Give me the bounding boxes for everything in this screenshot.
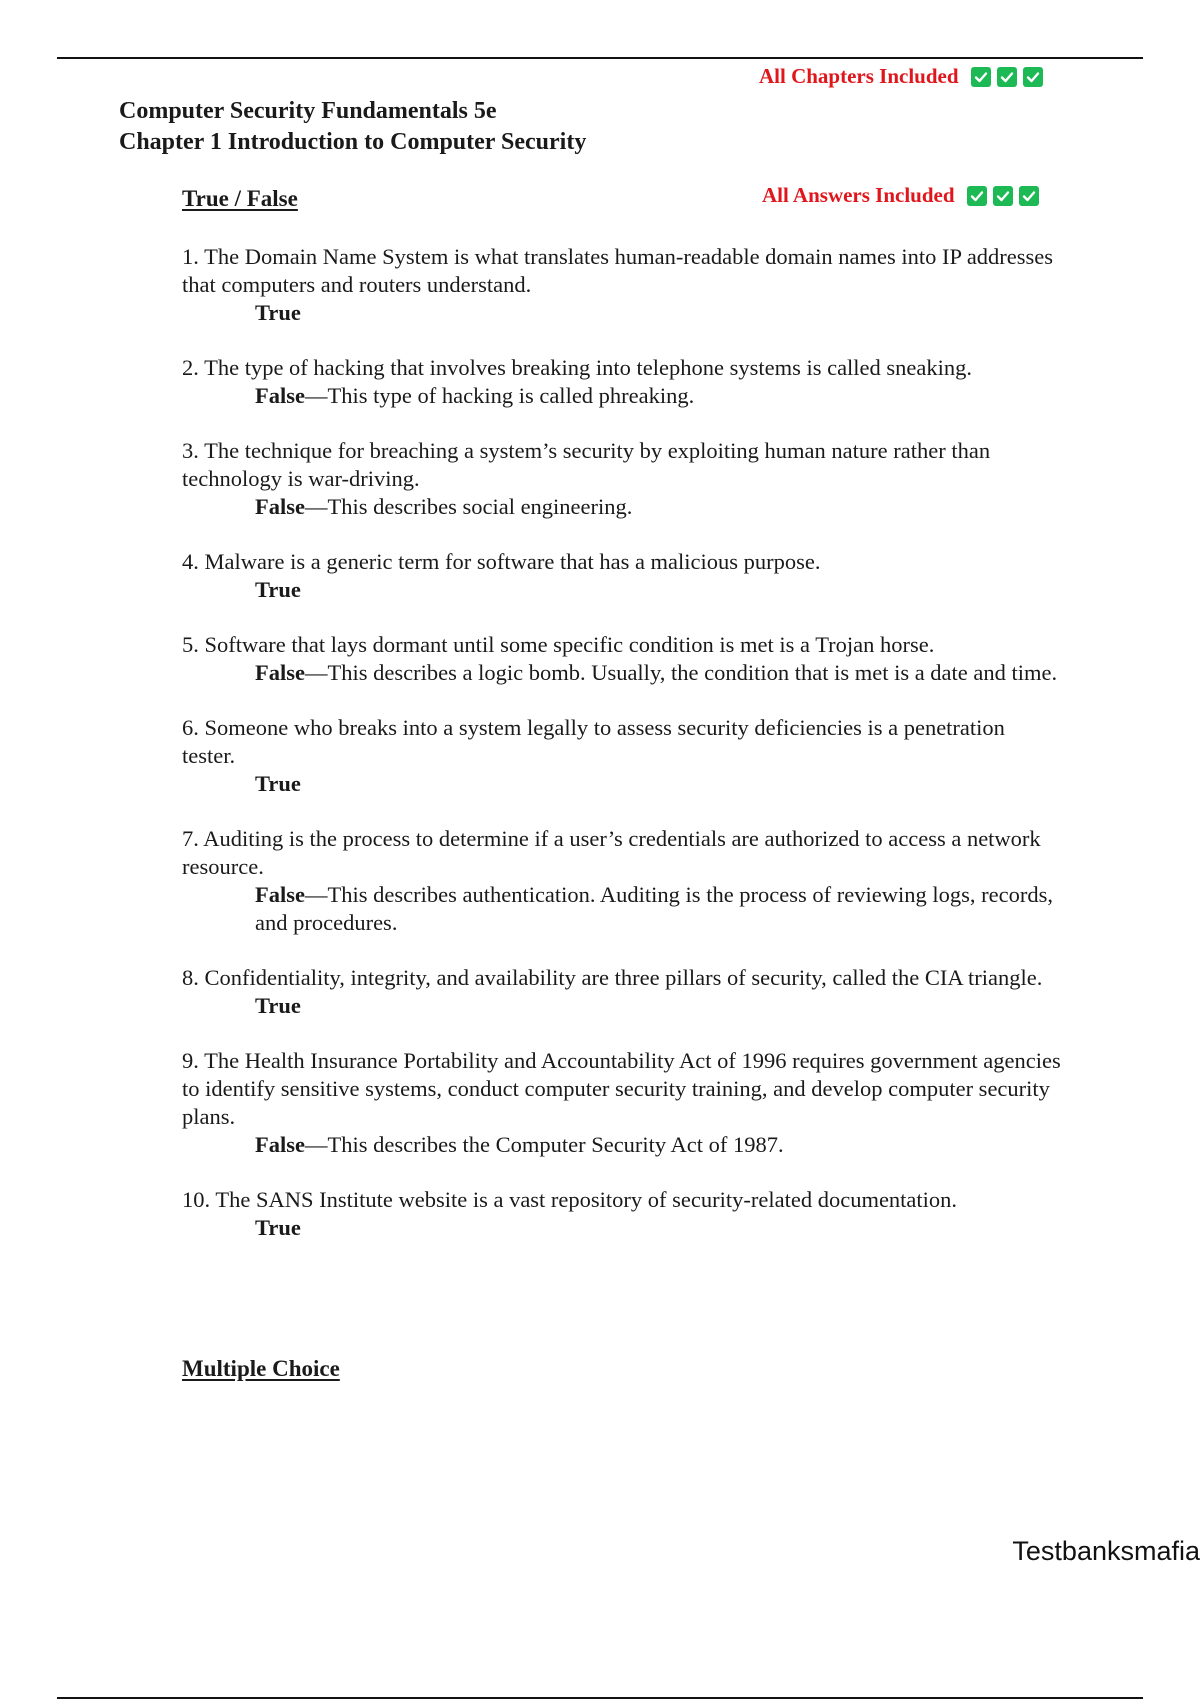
question-text: 9. The Health Insurance Portability and Accountability Act of 1996 requires government agencies to identify sensitive systems, conduct computer security training, and develop computer security plans. [182,1048,1061,1129]
checkmark-icon [971,67,991,87]
question-item [182,1186,1062,1242]
answer-explanation: —This describes authentication. Auditing is the process of reviewing logs, records, and procedures. [255,882,1053,935]
question-item [182,631,1062,687]
true-false-heading: True / False [182,186,298,211]
answer-explanation: —This type of hacking is called phreaking. [305,383,695,408]
answer-verdict: True [255,300,301,325]
all-answers-text: All Answers Included [762,183,955,207]
question-item [182,548,1062,604]
document-title [119,96,586,158]
all-answers-banner [762,183,1039,208]
question-text: 10. The SANS Institute website is a vast repository of security-related documentation. [182,1187,958,1212]
checkmark-icon [967,186,987,206]
answer-explanation: —This describes social engineering. [305,494,633,519]
answer-line [182,659,1062,687]
question-item [182,1047,1062,1159]
answer-line [182,1214,1062,1242]
answer-explanation: —This describes the Computer Security Act of 1987. [305,1132,784,1157]
checkmark-icon [1019,186,1039,206]
answer-verdict: True [255,771,301,796]
question-text: 1. The Domain Name System is what translates human-readable domain names into IP addresses that computers and routers understand. [182,244,1054,297]
answer-line [182,493,1062,521]
answer-explanation: —This describes a logic bomb. Usually, the condition that is met is a date and time. [305,660,1058,685]
all-chapters-text: All Chapters Included [759,64,959,88]
multiple-choice-heading: Multiple Choice [182,1356,340,1381]
question-item [182,437,1062,521]
answer-line [182,992,1062,1020]
question-item [182,243,1062,327]
watermark-text: Testbanksmafia [1012,1536,1200,1566]
question-text: 7. Auditing is the process to determine if a user’s credentials are authorized to access a network resource. [182,826,1041,879]
answer-verdict: False [255,1132,305,1157]
answer-verdict: True [255,993,301,1018]
answer-verdict: False [255,882,305,907]
bottom-rule [57,1697,1143,1699]
all-chapters-banner [759,64,1043,89]
answer-line [182,299,1062,327]
question-item [182,714,1062,798]
question-list [182,243,1062,1269]
question-text: 6. Someone who breaks into a system legally to assess security deficiencies is a penetration tester. [182,715,1005,768]
question-item [182,354,1062,410]
answer-line [182,382,1062,410]
question-text: 2. The type of hacking that involves breaking into telephone systems is called sneaking. [182,355,973,380]
answer-verdict: False [255,494,305,519]
answer-line [182,1131,1062,1159]
answer-verdict: False [255,660,305,685]
checkmark-icon [997,67,1017,87]
question-text: 5. Software that lays dormant until some specific condition is met is a Trojan horse. [182,632,935,657]
question-text: 8. Confidentiality, integrity, and availability are three pillars of security, called the CIA triangle. [182,965,1043,990]
answer-line [182,881,1062,937]
question-text: 4. Malware is a generic term for software that has a malicious purpose. [182,549,821,574]
answer-verdict: True [255,1215,301,1240]
question-item [182,964,1062,1020]
checkmark-icon [993,186,1013,206]
answer-verdict: False [255,383,305,408]
question-item [182,825,1062,937]
top-rule [57,57,1143,59]
answer-line [182,576,1062,604]
book-title: Computer Security Fundamentals 5e [119,98,497,124]
chapter-title: Chapter 1 Introduction to Computer Security [119,129,587,155]
question-text: 3. The technique for breaching a system’s security by exploiting human nature rather than technology is war-driving. [182,438,991,491]
checkmark-icon [1023,67,1043,87]
answer-line [182,770,1062,798]
answer-verdict: True [255,577,301,602]
